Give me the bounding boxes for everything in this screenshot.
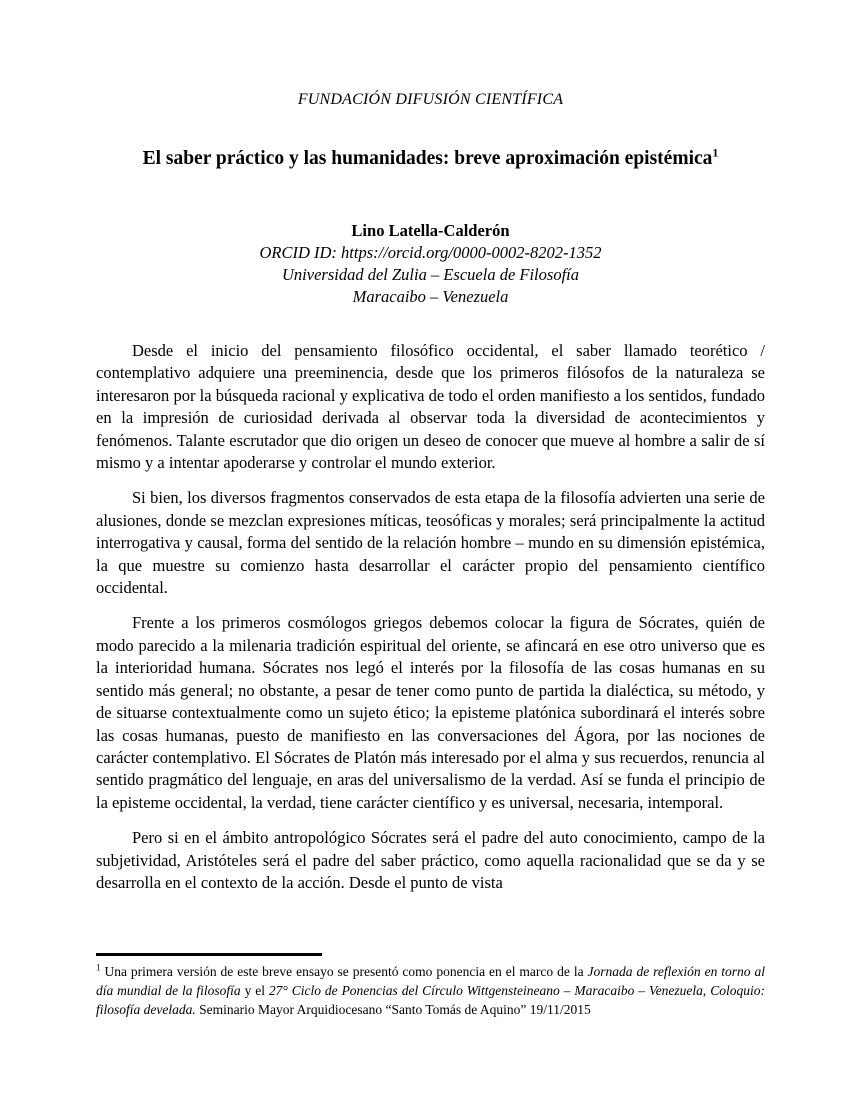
- body-paragraph: Frente a los primeros cosmólogos griegos debemos colocar la figura de Sócrates, quién de modo parecido a la milenaria tradición espiritual del oriente, se afincará en ese otro universo que es la interioridad humana. Sócrates nos legó el interés por la filosofía de las cosas humanas en su sentido más general; no obstante, a pesar de tener como punto de partida la dialéctica, su método, y de situarse contextualmente como un sujeto ético; la episteme platónica subordinará el interés sobre las cosas humanas, puesto de manifiesto en las conversaciones del Ágora, por las nociones de carácter contemplativo. El Sócrates de Platón más interesado por el alma y sus recuerdos, renuncia al sentido pragmático del lenguaje, en aras del universalismo de la verdad. Así se funda el principio de la episteme occidental, la verdad, tiene carácter científico y es universal, necesaria, intemporal.: [96, 613, 765, 812]
- page-title-text: El saber práctico y las humanidades: breve aproximación epistémica: [142, 148, 713, 169]
- footnote-body: [96, 964, 765, 1017]
- author-block: [96, 220, 765, 308]
- footnote-segment: ,: [702, 983, 711, 998]
- body-paragraph: Desde el inicio del pensamiento filosófico occidental, el saber llamado teorético / contemplativo adquiere una preeminencia, desde que los primeros filósofos de la naturaleza se interesaron por la búsqueda racional y explicativa de todo el orden manifiesto a los sentidos, fundado en la impresión de curiosidad derivada al observar toda la diversidad de acontecimientos y fenómenos. Talante escrutador que dio origen un deseo de conocer que mueve al hombre a salir de sí mismo y a intentar apoderarse y controlar el mundo exterior.: [96, 341, 765, 473]
- author-orcid: ORCID ID: https://orcid.org/0000-0002-8202-1352: [259, 243, 602, 262]
- body-paragraph: Pero si en el ámbito antropológico Sócrates será el padre del auto conocimiento, campo de la subjetividad, Aristóteles será el padre del saber práctico, como aquella racionalidad que se da y se desarrolla en el contexto de la acción. Desde el punto de vista: [96, 828, 765, 892]
- footnote-ref: 1: [96, 962, 101, 973]
- title-footnote-ref: 1: [712, 145, 719, 160]
- author-name: Lino Latella-Calderón: [351, 221, 510, 240]
- footnote-segment-italic: 27° Ciclo de Ponencias del Círculo Wittgensteineano – Maracaibo – Venezuela: [268, 983, 703, 998]
- footnote-segment: Seminario Mayor Arquidiocesano “Santo Tomás de Aquino” 19/11/2015: [195, 1002, 591, 1017]
- author-location: Maracaibo – Venezuela: [352, 287, 509, 306]
- institution-header: FUNDACIÓN DIFUSIÓN CIENTÍFICA: [297, 91, 564, 108]
- footnote-segment-italic: Jornada de reflexión en torno al día mundial de la filosofía: [96, 964, 765, 998]
- footnote-separator-rule: [96, 953, 322, 956]
- footnote-area: [96, 953, 765, 1019]
- footnote-segment-italic: Coloquio: filosofía develada.: [96, 983, 765, 1017]
- body-paragraph: Si bien, los diversos fragmentos conservados de esta etapa de la filosofía advierten una serie de alusiones, donde se mezclan expresiones míticas, teosóficas y morales; será principalmente la actitud interrogativa y causal, forma del sentido de la relación hombre – mundo en su dimensión epistémica, la que muestre su comienzo hasta desarrollar el carácter propio del pensamiento científico occidental.: [96, 488, 765, 598]
- author-affiliation: Universidad del Zulia – Escuela de Filosofía: [282, 265, 579, 284]
- page-title: [96, 146, 765, 172]
- footnote-text: [96, 962, 765, 1019]
- body-text: [96, 340, 765, 894]
- footnote-segment: Una primera versión de este breve ensayo se presentó como ponencia en el marco de la: [104, 964, 588, 979]
- footnote-segment: y el: [240, 983, 269, 998]
